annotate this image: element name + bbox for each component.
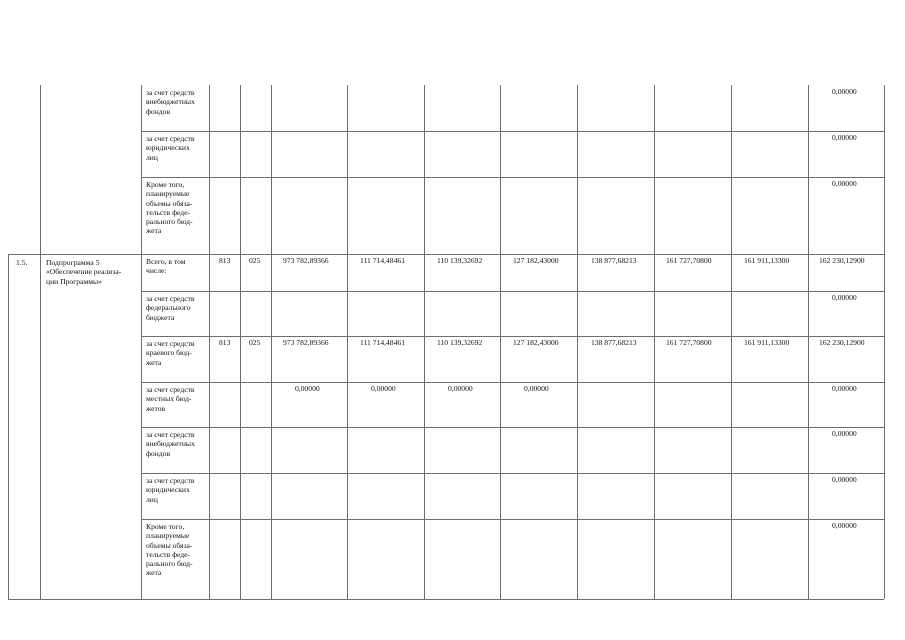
- row-total: 0,00000: [832, 429, 857, 438]
- row-total: 0,00000: [832, 475, 857, 484]
- row-label: Кроме того, планируемые объемы обяза- тельств феде- рального бюд- жета: [146, 522, 193, 578]
- table-grid-hline: [141, 336, 884, 337]
- row-total: 0,00000: [832, 179, 857, 188]
- year-value: 111 714,48461: [360, 338, 405, 347]
- year-value: 0,00000: [295, 384, 320, 393]
- row-label: за счет средств юридических лиц: [146, 476, 195, 504]
- row-total: 0,00000: [832, 133, 857, 142]
- year-value: 0,00000: [371, 384, 396, 393]
- table-grid-hline: [8, 599, 884, 600]
- row-total: 0,00000: [832, 87, 857, 96]
- year-value: 110 139,32692: [437, 338, 483, 347]
- table-grid-vline: [424, 85, 425, 599]
- table-grid-hline: [8, 254, 884, 255]
- table-grid-hline: [141, 427, 884, 428]
- section-code: 025: [249, 338, 261, 347]
- table-grid-vline: [577, 85, 578, 599]
- row-label: за счет средств юридических лиц: [146, 134, 195, 162]
- table-grid-hline: [141, 473, 884, 474]
- row-total: 0,00000: [832, 384, 857, 393]
- year-value: 161 727,70800: [666, 256, 712, 265]
- year-value: 127 182,43000: [513, 338, 559, 347]
- year-value: 127 182,43000: [513, 256, 559, 265]
- row-label: за счет средств краевого бюд- жета: [146, 339, 195, 367]
- table-grid-vline: [500, 85, 501, 599]
- row-label: Всего, в том числе:: [146, 257, 186, 276]
- year-value: 138 877,68213: [591, 256, 637, 265]
- year-value: 111 714,48461: [360, 256, 405, 265]
- year-value: 161 911,13300: [744, 338, 790, 347]
- table-grid-hline: [141, 291, 884, 292]
- grbs-code: 813: [219, 338, 231, 347]
- table-grid-vline: [141, 85, 142, 599]
- table-grid-vline: [271, 85, 272, 599]
- row-label: Кроме того, планируемые объемы обяза- тельств феде- рального бюд- жета: [146, 180, 193, 236]
- year-value: 973 782,89366: [283, 256, 329, 265]
- table-grid-vline: [808, 85, 809, 599]
- section-code: 025: [249, 256, 261, 265]
- row-label: за счет средств внебюджетных фондов: [146, 88, 195, 116]
- table-grid-vline: [654, 85, 655, 599]
- table-grid-vline: [240, 85, 241, 599]
- table-grid-vline: [209, 85, 210, 599]
- row-total: 162 230,12900: [819, 256, 865, 265]
- year-value: 161 727,70800: [666, 338, 712, 347]
- table-grid-vline: [347, 85, 348, 599]
- year-value: 138 877,68213: [591, 338, 637, 347]
- row-total: 0,00000: [832, 293, 857, 302]
- year-value: 973 782,89366: [283, 338, 329, 347]
- subprogram-number: 1.5.: [16, 258, 28, 267]
- row-label: за счет средств внебюджетных фондов: [146, 430, 195, 458]
- row-total: 162 230,12900: [819, 338, 865, 347]
- year-value: 0,00000: [524, 384, 549, 393]
- table-grid-hline: [141, 519, 884, 520]
- table-grid-hline: [141, 177, 884, 178]
- subprogram-name: Подпрограмма 5 «Обеспечение реализа- ции Программы»: [46, 258, 122, 286]
- table-grid-hline: [141, 382, 884, 383]
- table-grid-vline: [884, 85, 885, 599]
- row-total: 0,00000: [832, 521, 857, 530]
- table-grid-hline: [141, 131, 884, 132]
- grbs-code: 813: [219, 256, 231, 265]
- year-value: 110 139,32692: [437, 256, 483, 265]
- row-label: за счет средств местных бюд- жетов: [146, 385, 195, 413]
- table-grid-vline: [731, 85, 732, 599]
- row-label: за счет средств федерального бюджета: [146, 294, 195, 322]
- year-value: 0,00000: [448, 384, 473, 393]
- table-grid-vline: [40, 85, 41, 599]
- year-value: 161 911,13300: [744, 256, 790, 265]
- table-grid-vline: [8, 254, 9, 599]
